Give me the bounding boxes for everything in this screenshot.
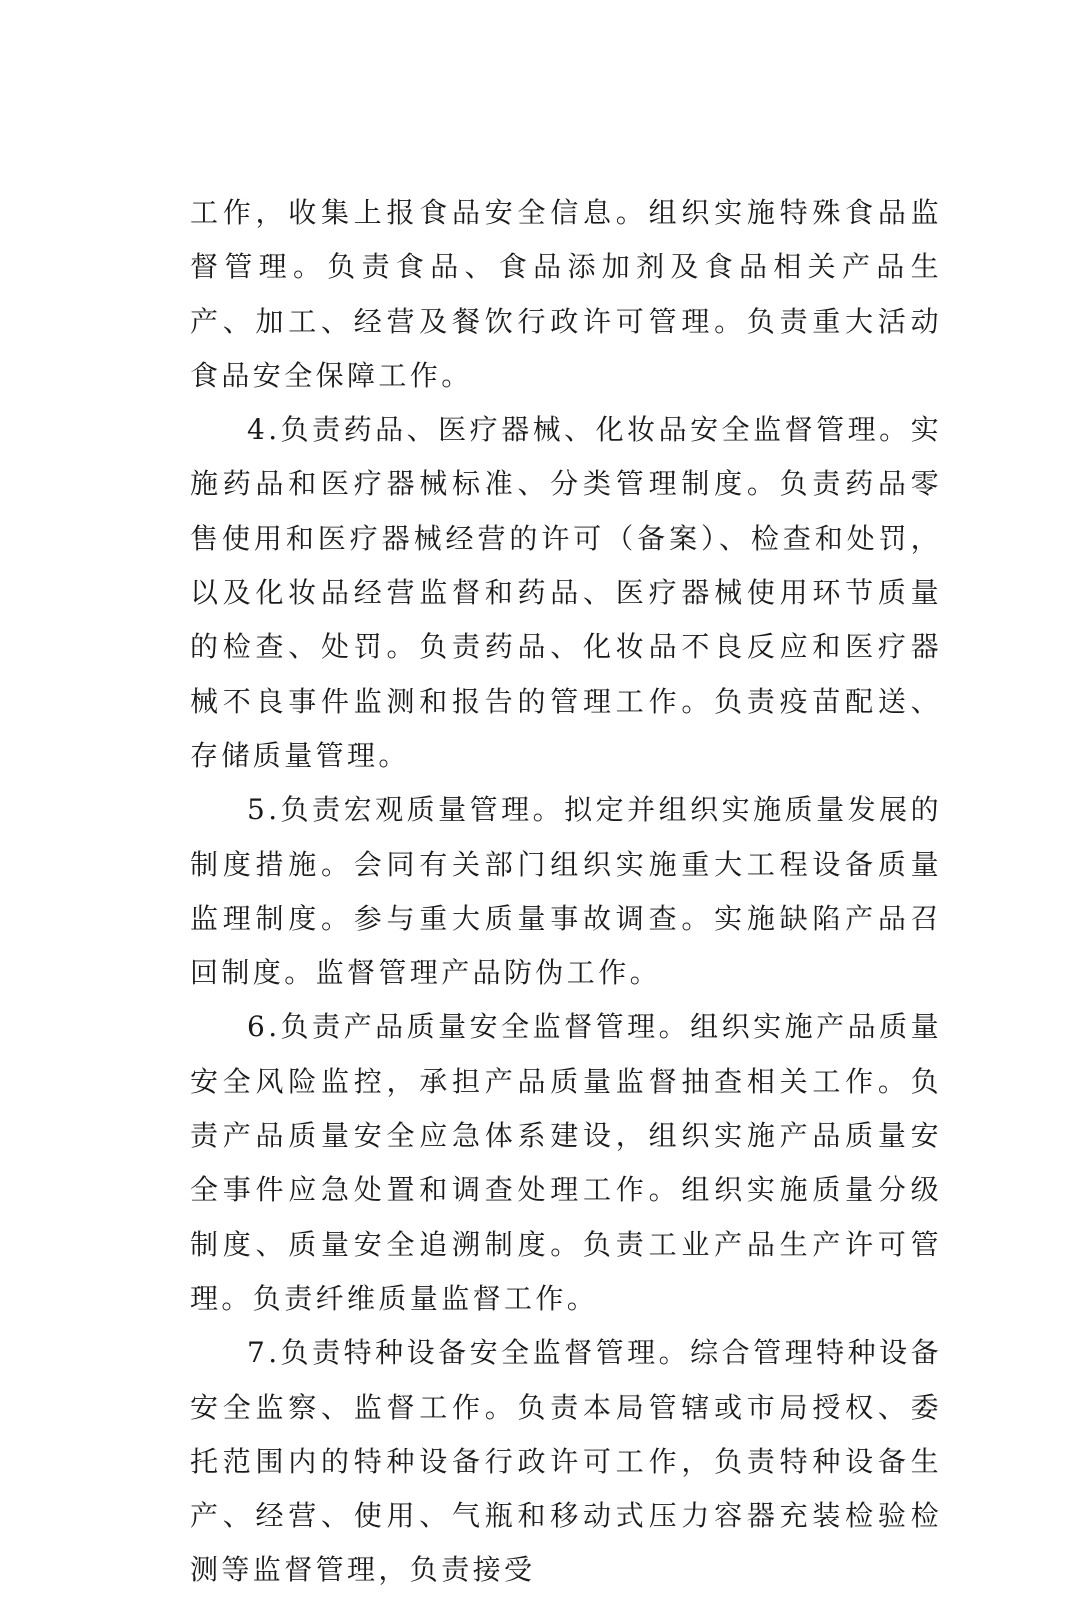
paragraph-item-5-macro-quality: 5.负责宏观质量管理。拟定并组织实施质量发展的制度措施。会同有关部门组织实施重大工程设备质量监理制度。参与重大质量事故调查。实施缺陷产品召回制度。监督管理产品防伪工作。 — [190, 793, 942, 990]
paragraph-item-4-drugs-devices-cosmetics: 4.负责药品、医疗器械、化妆品安全监督管理。实施药品和医疗器械标准、分类管理制度。负责药品零售使用和医疗器械经营的许可（备案）、检查和处罚，以及化妆品经营监督和药品、医疗器械使用环节质量的检查、处罚。负责药品、化妆品不良反应和医疗器械不良事件监测和报告的管理工作。负责疫苗配送、存储质量管理。 — [190, 413, 942, 772]
paragraph-item-6-product-quality-safety: 6.负责产品质量安全监督管理。组织实施产品质量安全风险监控，承担产品质量监督抽查相关工作。负责产品质量安全应急体系建设，组织实施产品质量安全事件应急处置和调查处理工作。组织实施质量分级制度、质量安全追溯制度。负责工业产品生产许可管理。负责纤维质量监督工作。 — [190, 1010, 942, 1315]
paragraph-item-7-special-equipment: 7.负责特种设备安全监督管理。综合管理特种设备安全监察、监督工作。负责本局管辖或市局授权、委托范围内的特种设备行政许可工作，负责特种设备生产、经营、使用、气瓶和移动式压力容器充装检验检测等监督管理，负责接受 — [190, 1336, 942, 1587]
paragraph-food-safety-continued: 工作，收集上报食品安全信息。组织实施特殊食品监督管理。负责食品、食品添加剂及食品相关产品生产、加工、经营及餐饮行政许可管理。负责重大活动食品安全保障工作。 — [190, 196, 942, 392]
document-body — [190, 186, 942, 1598]
